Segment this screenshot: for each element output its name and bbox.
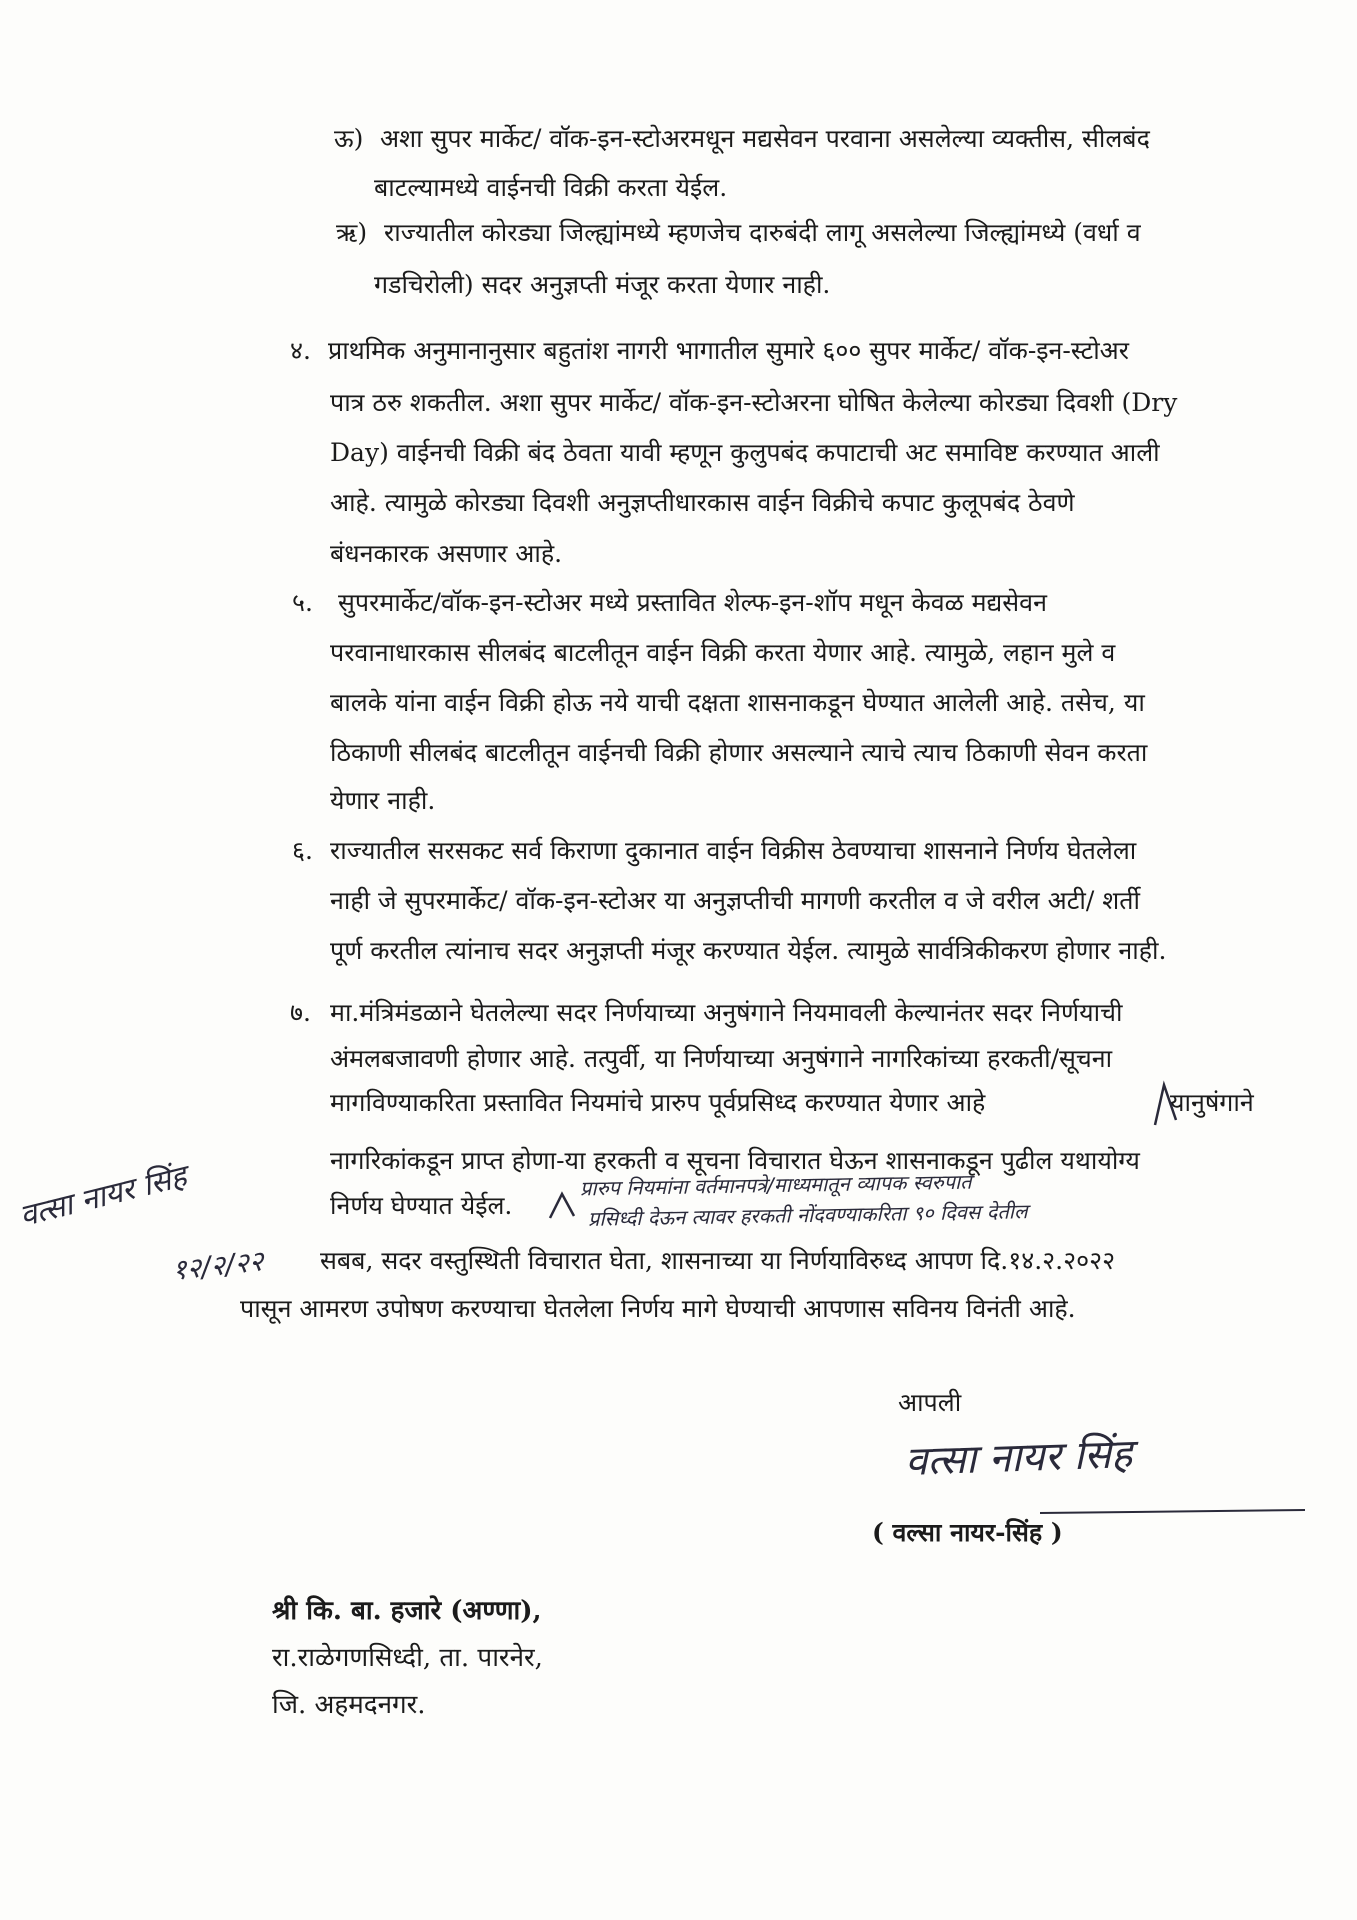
point-6-number: ६. [292,836,313,865]
point-7-line-3: मागविण्याकरिता प्रस्तावित नियमांचे प्रारुप पूर्वप्रसिध्द करण्यात येणार आहे [330,1088,986,1117]
signature-handwritten: वत्सा नायर सिंह [904,1431,1134,1485]
clause-u-marker: ऊ) [334,124,364,153]
clause-ru-marker: ऋ) [336,218,368,247]
point-5-line-2: परवानाधारकास सीलबंद बाटलीतून वाईन विक्री करता येणार आहे. त्यामुळे, लहान मुले व [330,638,1116,667]
point-7-line-4: नागरिकांकडून प्राप्त होणा-या हरकती व सूचना विचारात घेऊन शासनाकडून पुढील यथायोग्य [330,1146,1140,1175]
point-5-line-3: बालके यांना वाईन विक्री होऊ नये याची दक्षता शासनाकडून घेण्यात आलेली आहे. तसेच, या [330,688,1145,717]
note-caret-mark [548,1190,578,1225]
addressee-district: जि. अहमदनगर. [272,1690,426,1720]
point-4-line-4: आहे. त्यामुळे कोरड्या दिवशी अनुज्ञप्तीधारकास वाईन विक्रीचे कपाट कुलूपबंद ठेवणे [330,488,1075,517]
point-5-number: ५. [292,588,313,617]
point-4-line-5: बंधनकारक असणार आहे. [330,539,563,568]
clause-ru-line-1: राज्यातील कोरड्या जिल्ह्यांमध्ये म्हणजेच दारुबंदी लागू असलेल्या जिल्ह्यांमध्ये (वर्धा व [384,218,1141,247]
margin-initials: वत्सा नायर सिंह [16,1158,191,1235]
point-7-line-3-tail: यानुषंगाने [1170,1088,1254,1117]
margin-date: १२/२/२२ [170,1244,266,1287]
point-6-line-1: राज्यातील सरसकट सर्व किराणा दुकानात वाईन विक्रीस ठेवण्याचा शासनाने निर्णय घेतलेला [330,836,1137,865]
closing-line-2: पासून आमरण उपोषण करण्याचा घेतलेला निर्णय मागे घेण्याची आपणास सविनय विनंती आहे. [240,1294,1076,1323]
point-4-line-3: Day) वाईनची विक्री बंद ठेवता यावी म्हणून कुलुपबंद कपाटाची अट समाविष्ट करण्यात आली [330,438,1160,467]
point-7-number: ७. [290,998,311,1027]
clause-u-line-1: अशा सुपर मार्केट/ वॉक-इन-स्टोअरमधून मद्यसेवन परवाना असलेल्या व्यक्तीस, सीलबंद [380,124,1150,153]
closing-line-1: सबब, सदर वस्तुस्थिती विचारात घेता, शासनाच्या या निर्णयाविरुध्द आपण दि.१४.२.२०२२ [320,1246,1116,1275]
clause-u-line-2: बाटल्यामध्ये वाईनची विक्री करता येईल. [374,173,728,202]
point-7-line-5: निर्णय घेण्यात येईल. [330,1191,513,1220]
point-4-number: ४. [290,336,311,365]
point-6-line-2: नाही जे सुपरमार्केट/ वॉक-इन-स्टोअर या अनुज्ञप्तीची मागणी करतील व जे वरील अटी/ शर्ती [330,886,1140,915]
point-6-line-3: पूर्ण करतील त्यांनाच सदर अनुज्ञप्ती मंजूर करण्यात येईल. त्यामुळे सार्वत्रिकीकरण होणार नाही. [330,936,1167,965]
clause-ru-line-2: गडचिरोली) सदर अनुज्ञप्ती मंजूर करता येणार नाही. [374,270,831,299]
point-7-line-2: अंमलबजावणी होणार आहे. तत्पुर्वी, या निर्णयाच्या अनुषंगाने नागरिकांच्या हरकती/सूचना [330,1044,1113,1073]
addressee-village: रा.राळेगणसिध्दी, ता. पारनेर, [272,1643,543,1673]
point-5-line-4: ठिकाणी सीलबंद बाटलीतून वाईनची विक्री होणार असल्याने त्याचे त्याच ठिकाणी सेवन करता [330,738,1148,767]
signature-underline [1040,1508,1310,1516]
point-7-line-1: मा.मंत्रिमंडळाने घेतलेल्या सदर निर्णयाच्या अनुषंगाने नियमावली केल्यानंतर सदर निर्णयाची [330,998,1123,1027]
point-5-line-5: येणार नाही. [330,786,436,815]
point-5-line-1: सुपरमार्केट/वॉक-इन-स्टोअर मध्ये प्रस्तावित शेल्फ-इन-शॉप मधून केवळ मद्यसेवन [338,588,1047,617]
handwritten-note-line-1: प्रारुप नियमांना वर्तमानपत्रे/माध्यमातून व्यापक स्वरुपात [579,1169,972,1201]
signature-label: आपली [898,1388,962,1417]
handwritten-note-line-2: प्रसिध्दी देऊन त्यावर हरकती नोंदवण्याकरिता ९० दिवस देतील [587,1199,1028,1231]
addressee-name: श्री कि. बा. हजारे (अण्णा), [272,1596,542,1626]
point-4-line-2: पात्र ठरु शकतील. अशा सुपर मार्केट/ वॉक-इन-स्टोअरना घोषित केलेल्या कोरड्या दिवशी (Dry [330,388,1178,417]
point-4-line-1: प्राथमिक अनुमानानुसार बहुतांश नागरी भागातील सुमारे ६०० सुपर मार्केट/ वॉक-इन-स्टोअर [328,336,1129,365]
signatory-name: ( वल्सा नायर-सिंह ) [872,1518,1063,1547]
insert-caret-mark [1150,1080,1180,1130]
